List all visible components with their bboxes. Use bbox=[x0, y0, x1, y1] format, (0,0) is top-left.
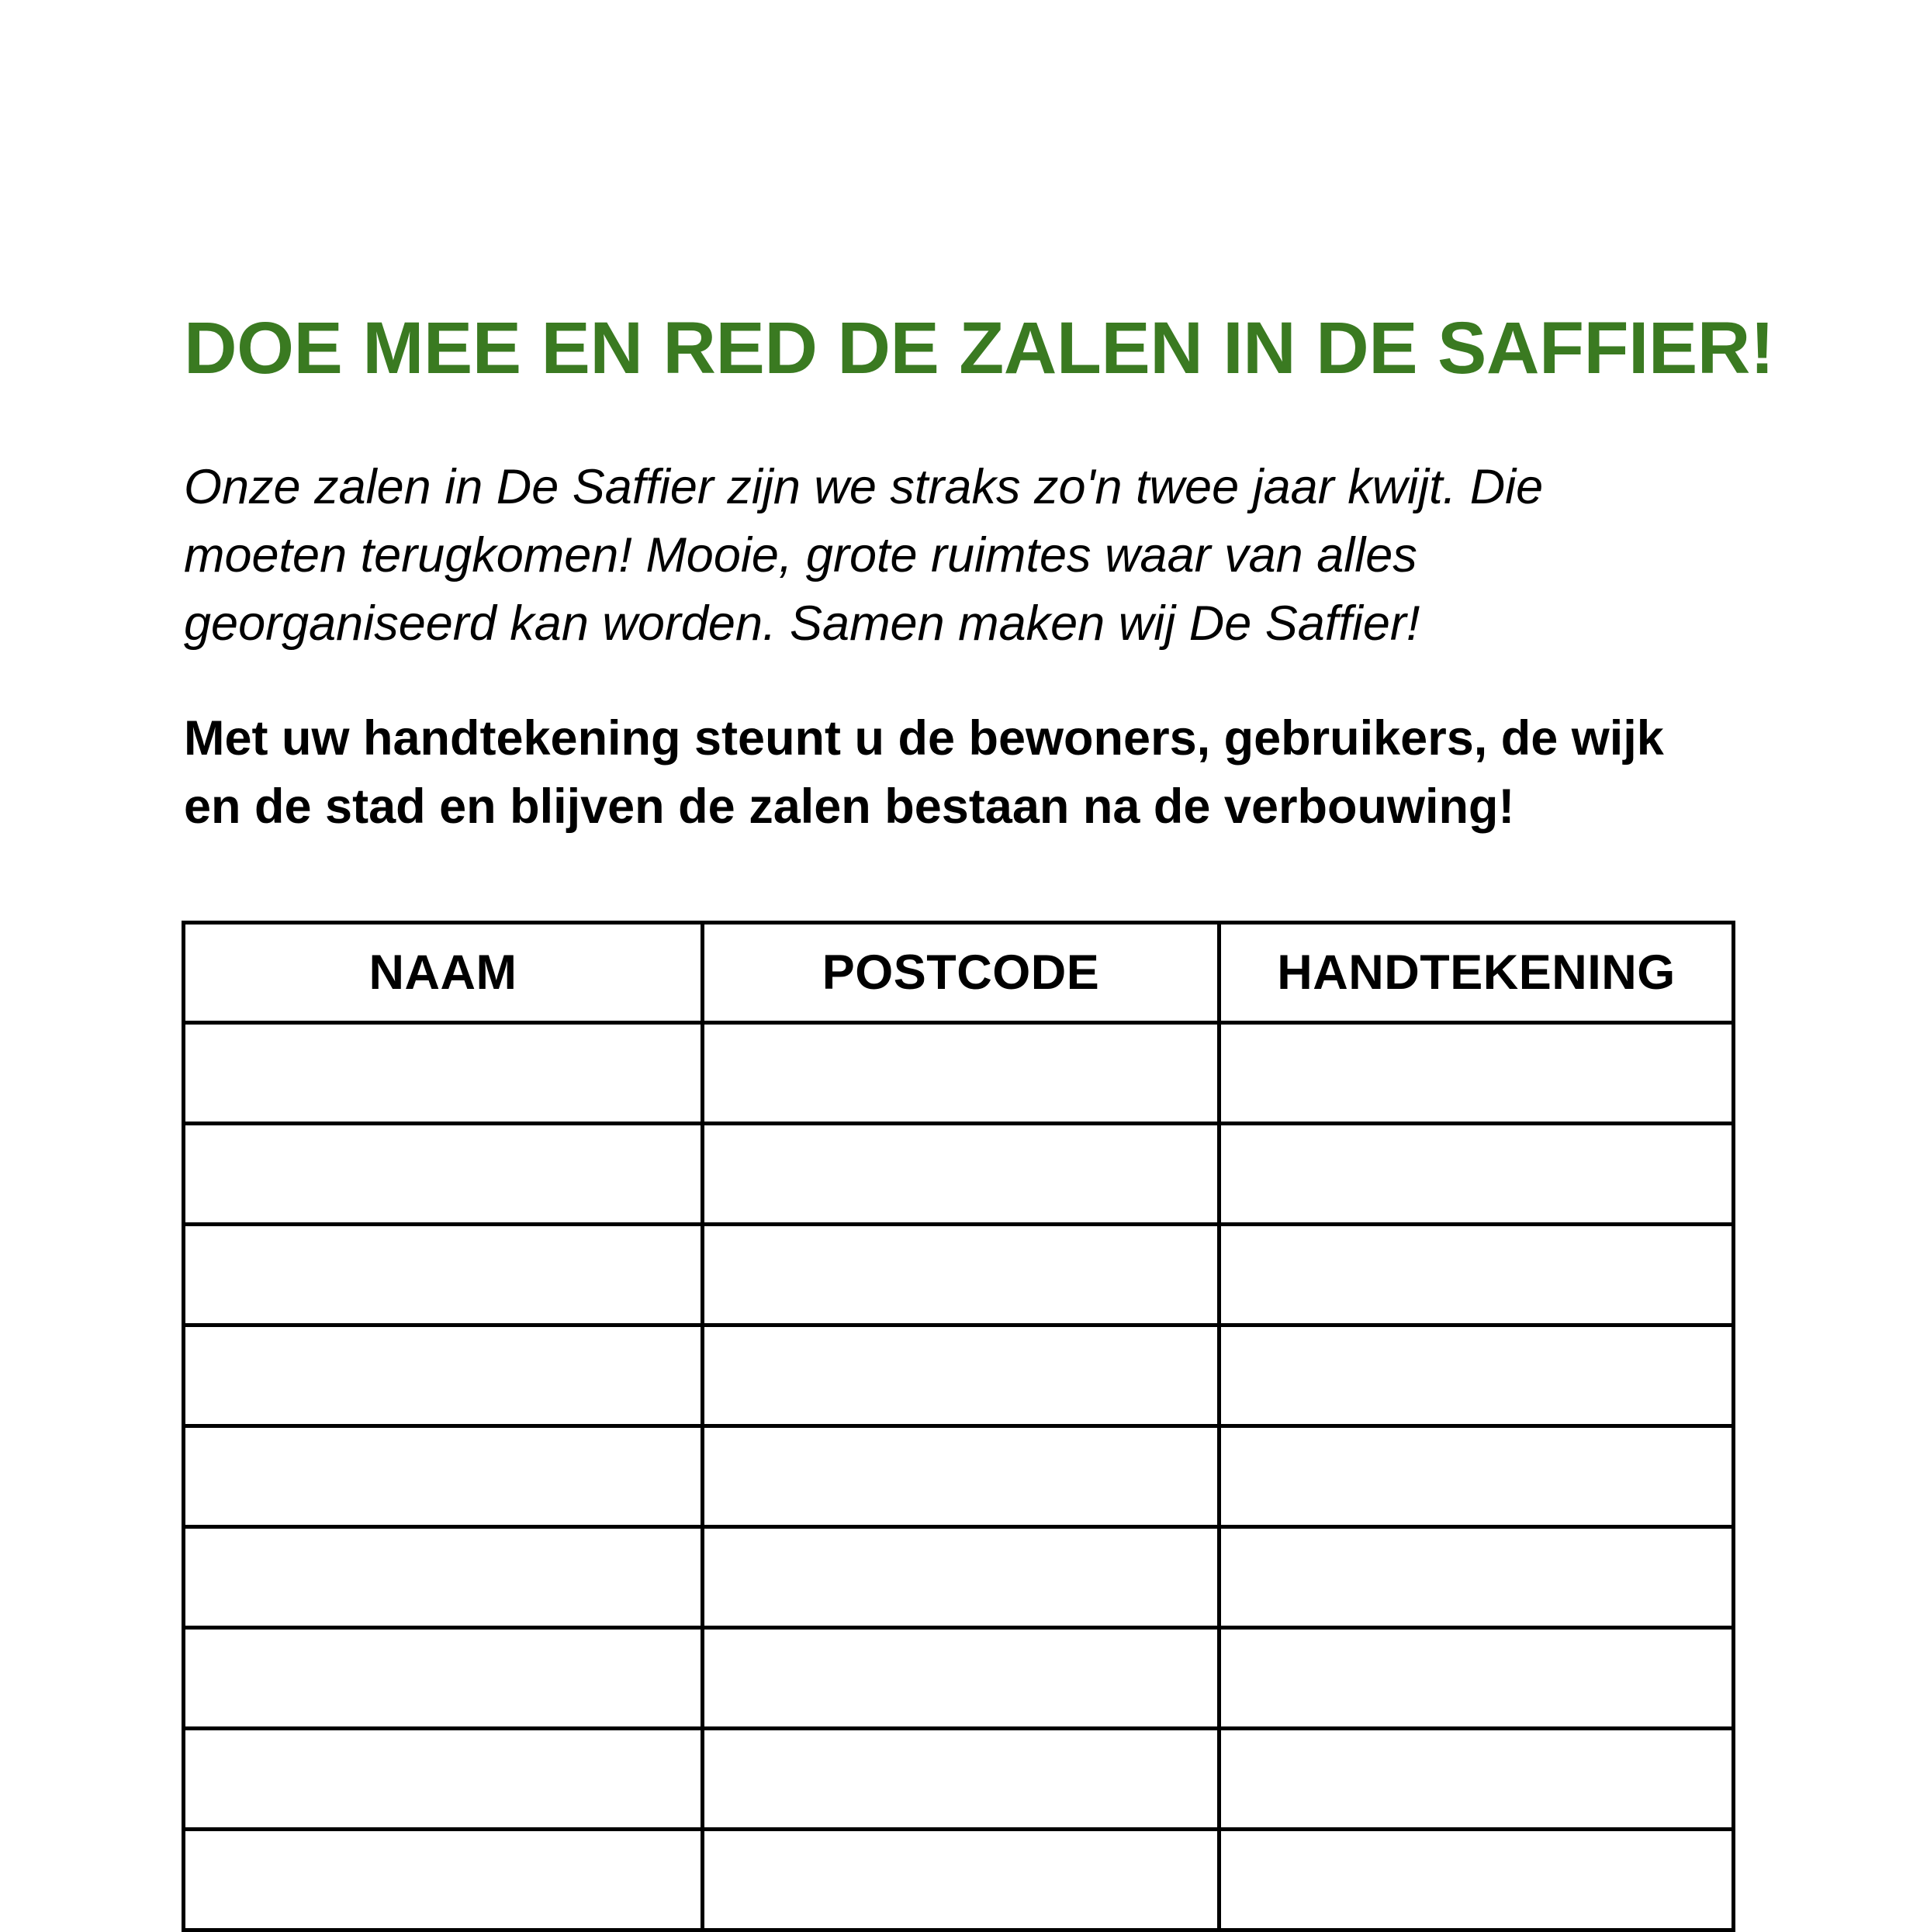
table-row bbox=[184, 1830, 1734, 1930]
table-cell-handtekening[interactable] bbox=[1220, 1124, 1734, 1225]
table-cell-postcode[interactable] bbox=[703, 1527, 1220, 1628]
table-cell-naam[interactable] bbox=[184, 1426, 703, 1527]
table-cell-handtekening[interactable] bbox=[1220, 1830, 1734, 1930]
table-cell-naam[interactable] bbox=[184, 1325, 703, 1426]
column-header-handtekening: HANDTEKENING bbox=[1220, 923, 1734, 1023]
table-cell-postcode[interactable] bbox=[703, 1124, 1220, 1225]
table-cell-handtekening[interactable] bbox=[1220, 1225, 1734, 1325]
table-cell-handtekening[interactable] bbox=[1220, 1325, 1734, 1426]
table-cell-naam[interactable] bbox=[184, 1830, 703, 1930]
table-cell-postcode[interactable] bbox=[703, 1225, 1220, 1325]
table-cell-handtekening[interactable] bbox=[1220, 1023, 1734, 1124]
table-row bbox=[184, 1527, 1734, 1628]
table-cell-postcode[interactable] bbox=[703, 1325, 1220, 1426]
table-row bbox=[184, 1729, 1734, 1830]
column-header-postcode: POSTCODE bbox=[703, 923, 1220, 1023]
page-title: DOE MEE EN RED DE ZALEN IN DE SAFFIER! bbox=[184, 306, 1775, 389]
signature-table-head bbox=[184, 923, 1734, 1023]
table-cell-postcode[interactable] bbox=[703, 1023, 1220, 1124]
table-row bbox=[184, 1023, 1734, 1124]
table-header-row bbox=[184, 923, 1734, 1023]
signature-table bbox=[182, 921, 1735, 1932]
call-to-action-paragraph: Met uw handtekening steunt u de bewoners, gebruikers, de wijk en de stad en blijven de zalen bestaan na de verbouwing! bbox=[184, 711, 1664, 834]
table-cell-postcode[interactable] bbox=[703, 1729, 1220, 1830]
table-cell-postcode[interactable] bbox=[703, 1628, 1220, 1729]
table-cell-handtekening[interactable] bbox=[1220, 1527, 1734, 1628]
table-cell-naam[interactable] bbox=[184, 1124, 703, 1225]
table-cell-postcode[interactable] bbox=[703, 1830, 1220, 1930]
table-row bbox=[184, 1628, 1734, 1729]
table-cell-naam[interactable] bbox=[184, 1628, 703, 1729]
signature-table-body bbox=[184, 1023, 1734, 1930]
column-header-naam: NAAM bbox=[184, 923, 703, 1023]
table-cell-naam[interactable] bbox=[184, 1225, 703, 1325]
table-row bbox=[184, 1325, 1734, 1426]
table-row bbox=[184, 1124, 1734, 1225]
table-cell-naam[interactable] bbox=[184, 1023, 703, 1124]
table-cell-naam[interactable] bbox=[184, 1527, 703, 1628]
table-cell-handtekening[interactable] bbox=[1220, 1628, 1734, 1729]
table-row bbox=[184, 1225, 1734, 1325]
table-row bbox=[184, 1426, 1734, 1527]
table-cell-naam[interactable] bbox=[184, 1729, 703, 1830]
table-cell-handtekening[interactable] bbox=[1220, 1729, 1734, 1830]
table-cell-handtekening[interactable] bbox=[1220, 1426, 1734, 1527]
intro-paragraph: Onze zalen in De Saffier zijn we straks zo'n twee jaar kwijt. Die moeten terugkomen! Mooie, grote ruimtes waar van alles georganiseerd kan worden. Samen maken wij De Saffier! bbox=[184, 460, 1544, 651]
table-cell-postcode[interactable] bbox=[703, 1426, 1220, 1527]
